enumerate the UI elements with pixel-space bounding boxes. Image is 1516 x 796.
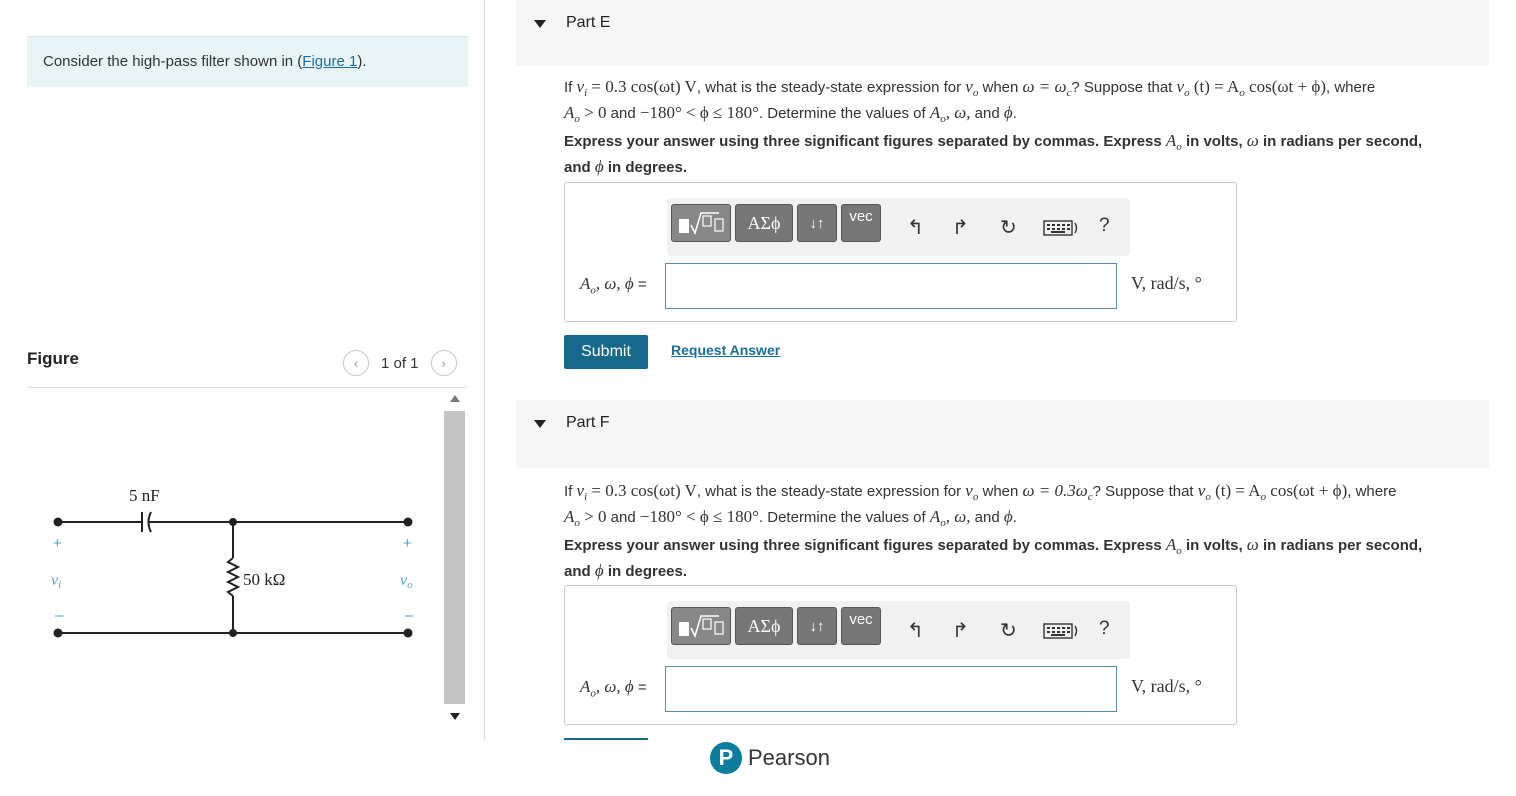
redo-icon[interactable]: ↱ (952, 217, 969, 239)
figure-title: Figure (27, 349, 79, 368)
part-f-question: If $v_i = 0.3$ cos(ωt) V, what is the steady-state expression for $v_o$ when $\omega = 0.3\omega_c$? Suppose that $v_o$ $(t) = A_o$ cos(ωt + ϕ), where $A_o > 0$ and −180° < ϕ ≤ 180°. Determine the values of $A_o$, ω, and ϕ. (564, 481, 1397, 529)
request-answer-link[interactable]: Request Answer (671, 342, 781, 358)
node-output-bottom (404, 629, 413, 638)
input-minus: – (55, 607, 64, 624)
figure-navigation (343, 350, 457, 376)
output-voltage-label: vo (400, 572, 413, 591)
pearson-footer (710, 742, 830, 774)
node-input-bottom (54, 629, 63, 638)
answer-label: $A_o$, ω, ϕ = (580, 677, 647, 700)
figure-link[interactable]: Figure 1 (302, 53, 358, 70)
scroll-thumb[interactable] (444, 411, 465, 704)
math-toolbar (667, 198, 1130, 256)
scroll-down-icon[interactable] (450, 713, 460, 720)
part-f-answer-box (564, 585, 1237, 725)
answer-input[interactable] (665, 263, 1117, 309)
part-f-header[interactable] (516, 400, 1489, 468)
intro-text: Consider the high-pass filter shown in ( (43, 53, 303, 70)
input-voltage-label: vi (51, 572, 62, 591)
submit-button[interactable]: Submit (564, 335, 648, 369)
output-minus: – (405, 607, 414, 624)
arrows-button[interactable]: ↓↑ (797, 607, 837, 645)
collapse-caret-icon[interactable] (534, 420, 546, 428)
templates-icon[interactable] (671, 204, 731, 242)
keyboard-icon[interactable] (1043, 219, 1079, 242)
node-input-top (54, 518, 63, 527)
arrows-button[interactable]: ↓↑ (797, 204, 837, 242)
part-e-header[interactable] (516, 0, 1489, 66)
node-output-top (404, 518, 413, 527)
vector-button[interactable]: vec (841, 607, 881, 645)
capacitor-label: 5 nF (129, 486, 160, 505)
scroll-up-icon[interactable] (450, 395, 460, 402)
pearson-logo-icon: P (710, 742, 742, 774)
pane-divider (484, 0, 485, 740)
help-icon[interactable]: ? (1099, 215, 1110, 236)
part-f-instructions: Express your answer using three significant figures separated by commas. Express $A_o$ in volts, ω in radians per second, and ϕ in degrees. (564, 535, 1423, 580)
answer-units: V, rad/s, ° (1131, 273, 1202, 293)
redo-icon[interactable]: ↱ (952, 620, 969, 642)
figure-counter: 1 of 1 (381, 354, 419, 372)
resistor (228, 558, 238, 596)
left-pane (0, 0, 484, 796)
circuit-diagram (27, 470, 427, 660)
part-e-instructions: Express your answer using three significant figures separated by commas. Express $A_o$ in volts, ω in radians per second, and ϕ in degrees. (564, 131, 1423, 176)
node-junction-bottom (229, 629, 237, 637)
output-plus: + (403, 535, 412, 552)
vector-button[interactable]: vec (841, 204, 881, 242)
figure-scrollbar[interactable] (444, 391, 465, 731)
submit-button-partial[interactable] (564, 738, 648, 740)
reset-icon[interactable]: ↻ (1000, 620, 1017, 642)
resistor-label: 50 kΩ (243, 570, 286, 589)
intro-text-end: ). (357, 53, 367, 70)
intro-banner (27, 36, 468, 87)
undo-icon[interactable]: ↰ (907, 620, 924, 642)
collapse-caret-icon[interactable] (534, 20, 546, 28)
greek-symbols-button[interactable]: ΑΣϕ (735, 204, 793, 242)
part-e-title: Part E (566, 14, 611, 31)
math-toolbar (667, 601, 1130, 659)
keyboard-icon[interactable] (1043, 622, 1079, 645)
input-plus: + (53, 535, 62, 552)
chevron-right-icon[interactable]: › (431, 350, 457, 376)
pearson-brand: Pearson (748, 745, 830, 770)
help-icon[interactable]: ? (1099, 618, 1110, 639)
part-e-answer-box (564, 182, 1237, 322)
undo-icon[interactable]: ↰ (907, 217, 924, 239)
node-junction-top (229, 518, 237, 526)
part-f-title: Part F (566, 414, 610, 431)
answer-input[interactable] (665, 666, 1117, 712)
greek-symbols-button[interactable]: ΑΣϕ (735, 607, 793, 645)
chevron-left-icon[interactable]: ‹ (343, 350, 369, 376)
answer-label: $A_o$, ω, ϕ = (580, 274, 647, 297)
templates-icon[interactable] (671, 607, 731, 645)
part-e-question: If $v_i = 0.3$ cos(ωt) V, what is the steady-state expression for $v_o$ when $\omega = \omega_c$? Suppose that $v_o$ $(t) = A_o$ cos(ωt + ϕ), where $A_o > 0$ and −180° < ϕ ≤ 180°. Determine the values of $A_o$, ω, and ϕ. (564, 77, 1376, 125)
reset-icon[interactable]: ↻ (1000, 217, 1017, 239)
answer-units: V, rad/s, ° (1131, 676, 1202, 696)
divider (27, 387, 467, 388)
